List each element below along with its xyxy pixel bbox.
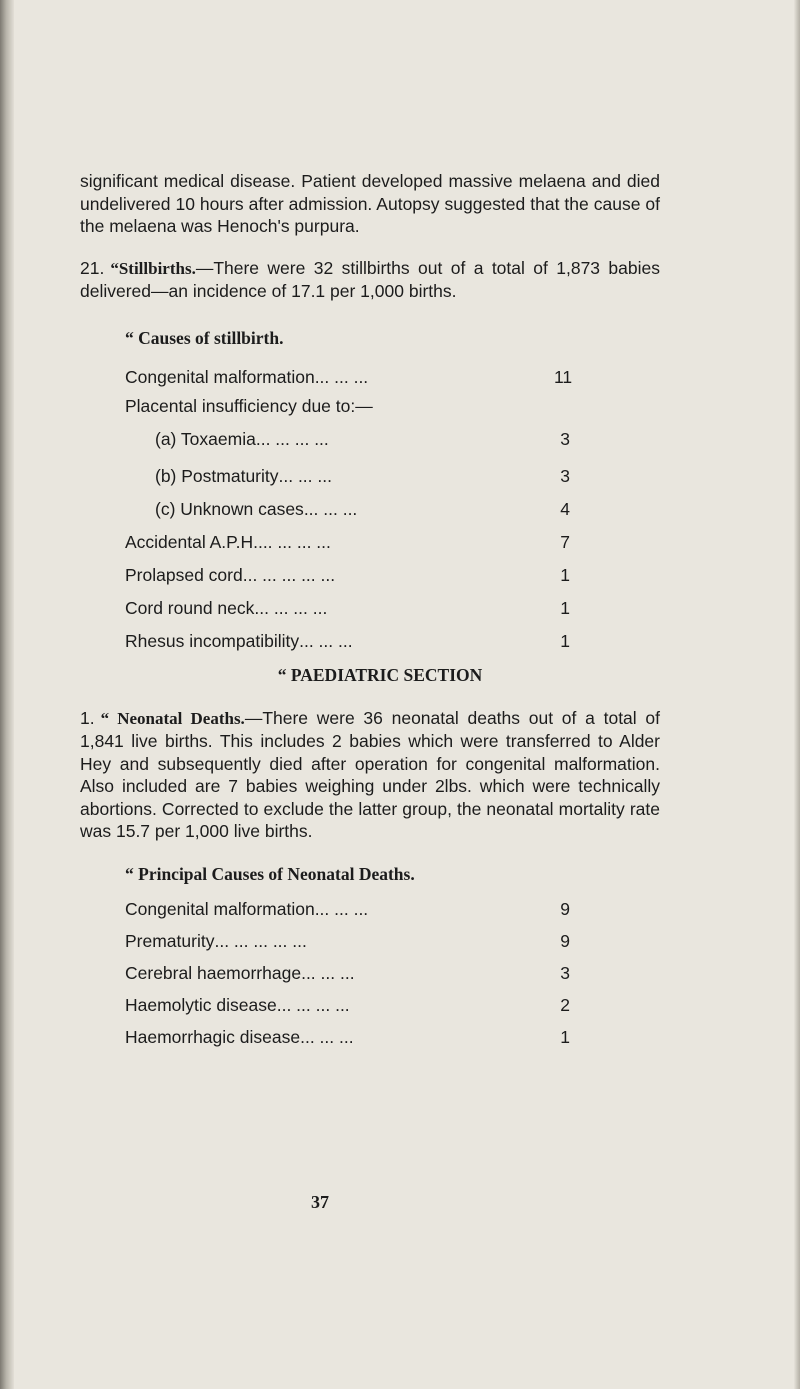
row-leader-dots: ... ... ... — [301, 963, 355, 983]
stillbirth-causes-table — [125, 361, 573, 658]
row-label: (c) Unknown cases — [155, 499, 304, 519]
page-right-edge — [794, 0, 800, 1389]
stillbirths-text: —There were 32 stillbirths out of a total of 1,873 babies delivered—an incidence of 17.1 per 1,000 births. — [80, 257, 660, 301]
table-row — [125, 893, 570, 925]
neonatal-causes-heading: “ Principal Causes of Neonatal Deaths. — [125, 863, 415, 884]
table-row — [125, 957, 570, 989]
row-leader-dots: ... ... ... ... — [276, 995, 350, 1015]
table-row — [125, 1021, 570, 1053]
row-value: 9 — [560, 931, 570, 951]
neonatal-deaths-lead: “ Neonatal Deaths. — [100, 708, 245, 728]
table-row — [125, 394, 570, 418]
page-number: 37 — [311, 1192, 329, 1212]
item-number: 1. — [80, 707, 95, 728]
table-row — [125, 925, 570, 957]
intro-paragraph: significant medical disease. Patient developed massive melaena and died undelivered 10 hours after admission. Autopsy suggested that the cause of the melaena was Henoch's purpura. — [80, 171, 660, 236]
row-value: 11 — [554, 367, 573, 387]
row-leader-dots: ... ... ... — [303, 499, 358, 519]
stillbirth-causes-heading: “ Causes of stillbirth. — [125, 327, 284, 348]
row-leader-dots: ... ... ... — [300, 1027, 354, 1047]
row-label: Haemolytic disease — [125, 995, 277, 1015]
row-leader-dots: ... ... ... — [314, 367, 369, 387]
table-row — [125, 493, 570, 526]
row-value: 3 — [560, 429, 570, 449]
row-label: (a) Toxaemia — [155, 429, 256, 449]
row-leader-dots: ... ... ... ... ... — [242, 565, 336, 585]
row-label: (b) Postmaturity — [155, 466, 279, 486]
neonatal-deaths-paragraph — [80, 707, 660, 843]
row-label: Haemorrhagic disease — [125, 1027, 301, 1047]
row-leader-dots: ... ... ... ... — [255, 429, 329, 449]
row-label: Cerebral haemorrhage — [125, 963, 302, 983]
row-value: 9 — [560, 899, 570, 919]
table-row — [125, 592, 570, 625]
row-label: Prematurity — [125, 931, 215, 951]
row-leader-dots: ... ... ... ... — [257, 532, 331, 552]
row-label: Accidental A.P.H. — [125, 532, 258, 552]
neonatal-causes-table — [125, 893, 570, 1053]
row-value: 1 — [560, 565, 570, 585]
table-row — [125, 460, 570, 493]
table-row — [125, 361, 573, 394]
neonatal-deaths-text: —There were 36 neonatal deaths out of a total of 1,841 live births. This includes 2 babies which were transferred to Alder Hey and subsequently died after operation for congenital malformation. Also included are 7 babies weighing under 2lbs. which were technically abortions. Corrected to exclude the latter group, the neonatal mortality rate was 15.7 per 1,000 live births. — [80, 707, 660, 841]
table-row — [125, 418, 570, 460]
table-row — [125, 559, 570, 592]
stillbirths-paragraph — [80, 257, 660, 303]
row-value: 4 — [560, 499, 570, 519]
row-label: Congenital malformation — [125, 899, 315, 919]
row-leader-dots: ... ... ... ... ... — [214, 931, 307, 951]
row-value: 2 — [560, 995, 570, 1015]
table-row — [125, 526, 570, 559]
row-label: Prolapsed cord — [125, 565, 243, 585]
row-leader-dots: ... ... ... ... — [254, 598, 328, 618]
row-value: 3 — [560, 963, 570, 983]
table-row — [125, 989, 570, 1021]
row-value: 1 — [560, 598, 570, 618]
item-number: 21. — [80, 257, 105, 278]
row-leader-dots: ... ... ... — [278, 466, 332, 486]
row-label: Rhesus incompatibility — [125, 631, 300, 651]
row-value: 7 — [560, 532, 570, 552]
row-leader-dots: ... ... ... — [314, 899, 369, 919]
row-label: Congenital malformation — [125, 367, 315, 387]
row-label: Placental insufficiency due to:— — [125, 396, 373, 416]
row-label: Cord round neck — [125, 598, 255, 618]
row-value: 1 — [560, 631, 570, 651]
row-leader-dots: ... ... ... — [299, 631, 353, 651]
document-body — [80, 170, 660, 1053]
page-binding-edge — [0, 0, 14, 1389]
row-value: 3 — [560, 466, 570, 486]
row-value: 1 — [560, 1027, 570, 1047]
paediatric-section-heading: “ PAEDIATRIC SECTION — [277, 665, 483, 685]
table-row — [125, 625, 570, 658]
stillbirths-lead: “Stillbirths. — [110, 258, 196, 278]
